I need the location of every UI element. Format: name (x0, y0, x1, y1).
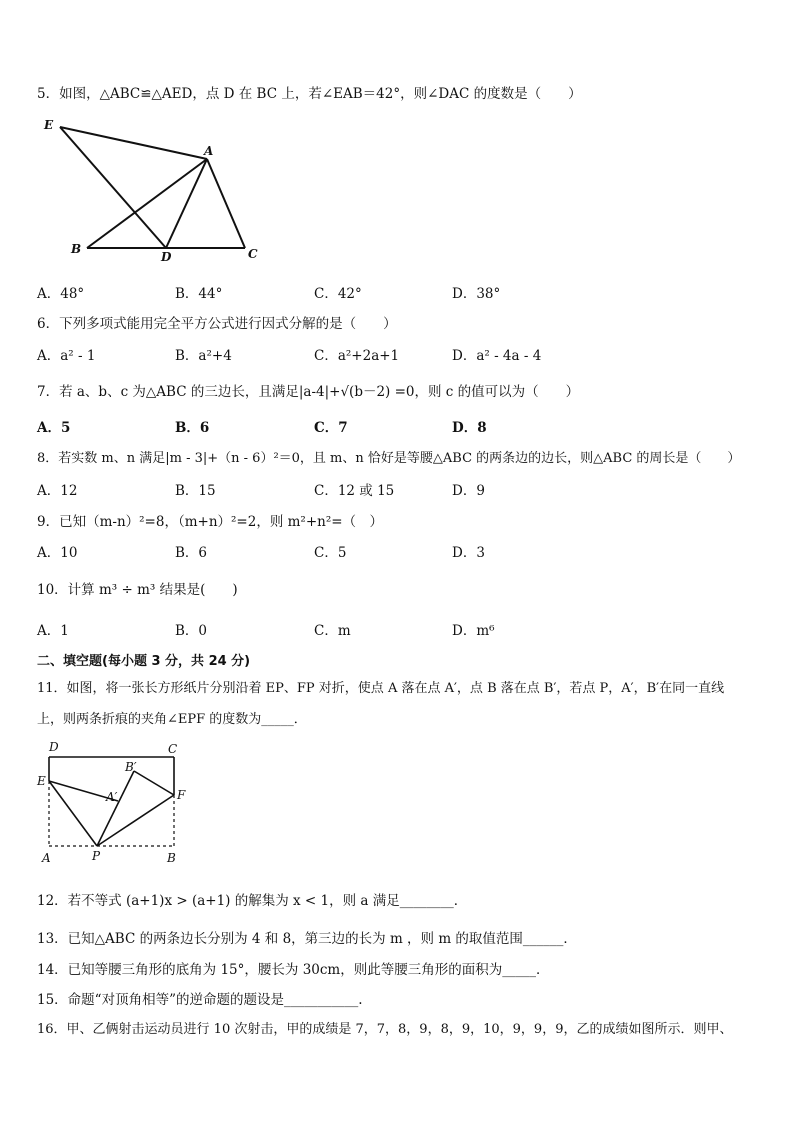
q7-option-b: B．6 (175, 420, 210, 436)
q9-option-c: C．5 (314, 545, 347, 561)
label-a: A (204, 144, 214, 158)
question-8-stem: 8．若实数 m、n 满足|m - 3|+（n - 6）²＝0，且 m、n 恰好是等腰△ABC 的两条边的边长，则△ABC 的周长是（ ） (37, 451, 741, 466)
question-16: 16．甲、乙俩射击运动员进行 10 次射击，甲的成绩是 7，7，8，9，8，9，10，9，9，9，乙的成绩如图所示．则甲、 (37, 1022, 733, 1037)
q10-option-a: A．1 (37, 623, 69, 639)
segment-ca (207, 159, 245, 248)
question-5-stem: 5．如图，△ABC≌△AED，点 D 在 BC 上，若∠EAB＝42°，则∠DAC 的度数是（ ） (37, 86, 582, 102)
question-13: 13．已知△ABC 的两条边长分别为 4 和 8，第三边的长为 m ，则 m 的取值范围______． (37, 931, 577, 947)
q8-option-b: B．15 (175, 483, 216, 499)
segment-ep (49, 781, 97, 846)
label-f: F (177, 788, 186, 802)
q8-option-d: D．9 (452, 483, 485, 499)
q5-option-d: D．38° (452, 286, 501, 302)
triangle-figure-q5 (35, 112, 275, 267)
q10-option-d: D．m⁶ (452, 623, 495, 639)
q5-option-c: C．42° (314, 286, 362, 302)
segment-b-prime-f (134, 771, 174, 795)
q6-option-c: C．a²+2a+1 (314, 348, 400, 364)
q6-option-d: D．a² - 4a - 4 (452, 348, 542, 364)
question-12: 12．若不等式 (a+1)x > (a+1) 的解集为 x < 1，则 a 满足________． (37, 893, 468, 909)
label-a-prime: A′ (106, 790, 118, 804)
label-b: B (167, 851, 176, 865)
label-p: P (92, 849, 101, 863)
q7-option-d: D．8 (452, 420, 487, 436)
question-7-stem: 7．若 a、b、c 为△ABC 的三边长，且满足|a-4|+√(b－2) =0，则 c 的值可以为（ ） (37, 384, 580, 400)
segment-ba (87, 159, 207, 248)
q8-option-c: C．12 或 15 (314, 483, 395, 499)
q10-option-c: C．m (314, 623, 351, 639)
label-e: E (44, 118, 54, 132)
question-15: 15．命题“对顶角相等”的逆命题的题设是___________. (37, 992, 363, 1008)
q9-option-d: D．3 (452, 545, 485, 561)
label-c: C (168, 742, 178, 756)
q10-option-b: B．0 (175, 623, 208, 639)
segment-pb-prime (97, 771, 134, 846)
q9-option-a: A．10 (37, 545, 78, 561)
q9-option-b: B．6 (175, 545, 208, 561)
rectangle-fold-figure-q11 (30, 735, 200, 870)
q6-option-b: B．a²+4 (175, 348, 232, 364)
label-e: E (37, 774, 46, 788)
label-d: D (49, 740, 59, 754)
question-6-stem: 6．下列多项式能用完全平方公式进行因式分解的是（ ） (37, 316, 397, 332)
q5-option-a: A．48° (37, 286, 85, 302)
q5-option-b: B．44° (175, 286, 223, 302)
q6-option-a: A．a² - 1 (37, 348, 96, 364)
label-a: A (42, 851, 51, 865)
q7-option-c: C．7 (314, 420, 348, 436)
label-b: B (71, 242, 82, 256)
q8-option-a: A．12 (37, 483, 78, 499)
section-heading: 二、填空题(每小题 3 分，共 24 分) (37, 654, 251, 669)
question-11-line-2: 上，则两条折痕的夹角∠EPF 的度数为_____． (37, 712, 307, 727)
segment-ea (60, 127, 207, 159)
question-10-stem: 10．计算 m³ ÷ m³ 结果是( ) (37, 582, 238, 598)
question-9-stem: 9．已知（m-n）²=8，（m+n）²=2，则 m²+n²=（ ） (37, 514, 384, 530)
label-d: D (161, 250, 172, 264)
label-c: C (248, 247, 258, 261)
label-b-prime: B′ (125, 760, 137, 774)
question-11-line-1: 11．如图，将一张长方形纸片分别沿着 EP、FP 对折，使点 A 落在点 A′，点 B 落在点 B′，若点 P，A′，B′在同一直线 (37, 681, 725, 696)
q7-option-a: A．5 (37, 420, 71, 436)
question-14: 14．已知等腰三角形的底角为 15°，腰长为 30cm，则此等腰三角形的面积为_____． (37, 962, 550, 978)
segment-da (166, 159, 207, 248)
